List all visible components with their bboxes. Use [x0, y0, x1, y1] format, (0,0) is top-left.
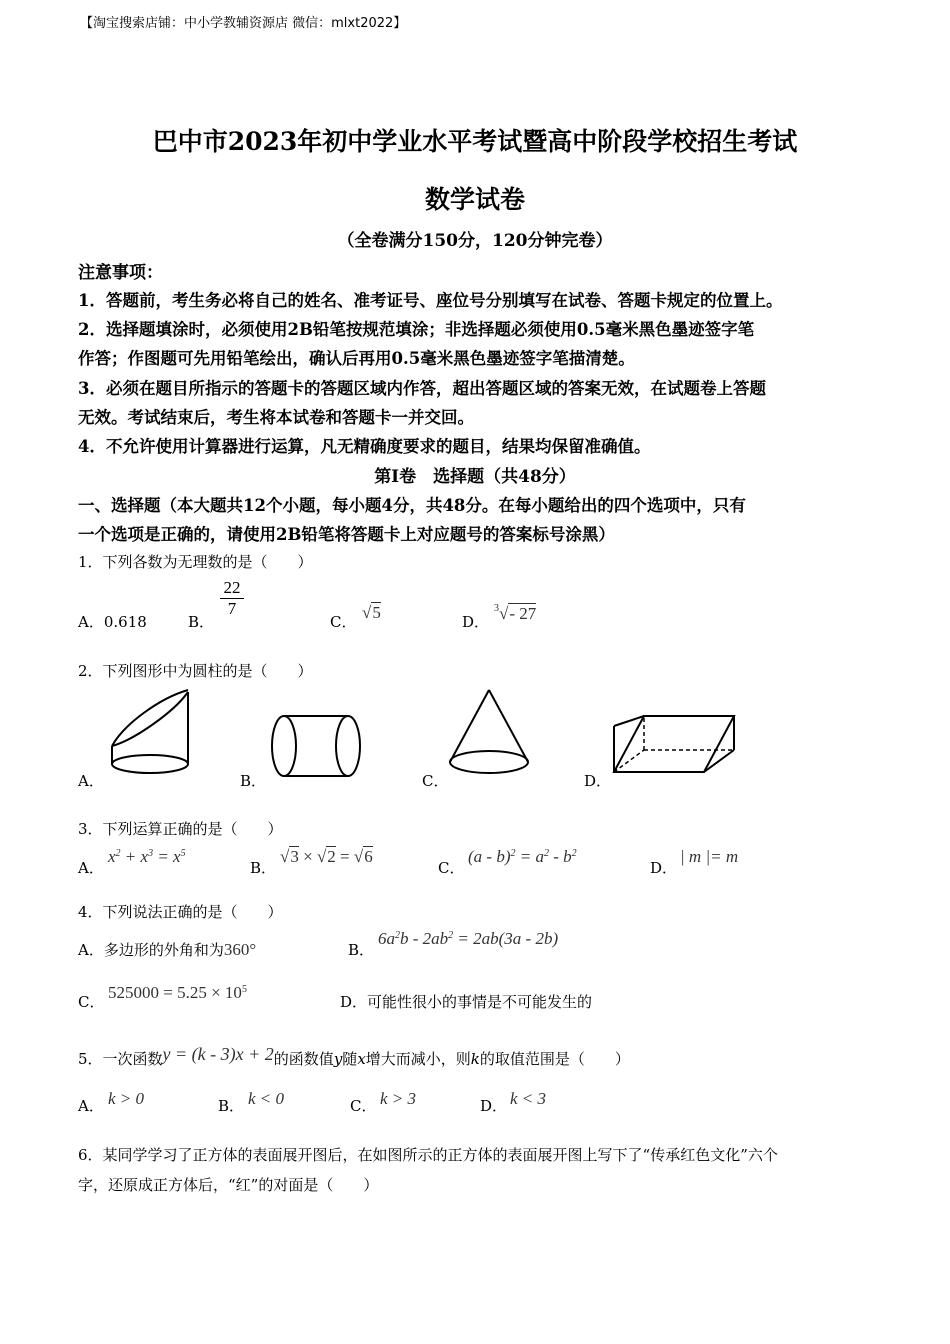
notice-line-2: 2．选择题填涂时，必须使用2B铅笔按规范填涂；非选择题必须使用0.5毫米黑色墨迹签字笔 — [78, 320, 755, 339]
q3-b-rad1: 3 — [290, 847, 299, 866]
q5-c-math: k > 3 — [380, 1089, 417, 1108]
q1-stem: 1．下列各数为无理数的是（ ） — [78, 553, 313, 571]
notice-heading: 注意事项： — [78, 263, 163, 283]
section1-line-2: 一个选项是正确的，请使用2B铅笔将答题卡上对应题号的答案标号涂黑） — [78, 525, 615, 544]
q3-stem: 3．下列运算正确的是（ ） — [78, 820, 283, 838]
q1-a-text: 0.618 — [103, 613, 147, 631]
q4-c-exp1: 5 — [241, 984, 247, 995]
q4-b-p3: = 2ab(3a - 2b) — [453, 929, 559, 948]
q3-b-times: × — [298, 847, 317, 866]
q3-b-rad3: 6 — [364, 847, 373, 866]
exam-subtitle: 数学试卷 — [424, 185, 525, 214]
q2-option-c-label[interactable]: C． — [422, 772, 449, 790]
q6-line-2: 字，还原成正方体后，“红”的对面是（ ） — [78, 1176, 379, 1194]
notice-line-3: 作答；作图题可先用铅笔绘出，确认后再用0.5毫米黑色墨迹签字笔描清楚。 — [78, 349, 635, 368]
q5-post-b: 随 — [342, 1050, 358, 1068]
q3-option-a-label[interactable]: A． — [78, 859, 104, 877]
q4-d-text: 可能性很小的事情是不可能发生的 — [367, 993, 593, 1011]
exam-title: 巴中市2023年初中学业水平考试暨高中阶段学校招生考试 — [152, 127, 798, 156]
q1-b-numerator: 22 — [223, 578, 241, 597]
q1-option-b-label[interactable]: B． — [188, 613, 215, 631]
q4-b-p1: 6a — [378, 929, 395, 948]
sqrt-icon: √ — [316, 847, 327, 866]
q3-c-mid: = a — [515, 847, 544, 866]
q4-stem: 4．下列说法正确的是（ ） — [78, 903, 283, 921]
q2-figure-c-cone-icon — [444, 686, 534, 782]
q2-figure-d-prism-icon — [608, 710, 740, 778]
q3-a-math — [108, 847, 186, 867]
q5-option-d-label[interactable]: D． — [480, 1097, 508, 1115]
q5-post-a: 的函数值 — [273, 1050, 334, 1068]
cube-root-icon: √ — [499, 604, 509, 623]
q1-option-d-label[interactable]: D． — [462, 613, 490, 631]
q4-a-math: 360° — [223, 940, 257, 959]
q3-c-exp3: 2 — [571, 848, 577, 859]
q4-c-math — [108, 983, 247, 1003]
q5-option-a-label[interactable]: A． — [78, 1097, 104, 1115]
q4-option-d[interactable] — [340, 991, 592, 1012]
q3-option-b-label[interactable]: B． — [250, 859, 277, 877]
q5-function: y = (k - 3)x + 2 — [162, 1044, 274, 1064]
score-note: （全卷满分150分，120分钟完卷） — [337, 231, 613, 251]
notice-line-1: 1．答题前，考生务必将自己的姓名、准考证号、座位号分别填写在试卷、答题卡规定的位置上。 — [78, 291, 783, 310]
q2-figure-a-oblique-cylinder-icon — [104, 684, 200, 780]
q3-a-exp1: 2 — [115, 848, 121, 859]
q2-option-a-label[interactable]: A． — [78, 772, 104, 790]
q5-option-c-label[interactable]: C． — [350, 1097, 377, 1115]
q4-b-exp1: 2 — [395, 930, 400, 941]
q1-d-index: 3 — [494, 603, 499, 614]
sqrt-icon: √ — [362, 603, 372, 622]
sqrt-icon: √ — [353, 847, 364, 866]
q3-d-math: | m |= m — [680, 847, 739, 866]
notice-line-4: 3．必须在题目所指示的答题卡的答题区域内作答，超出答题区域的答案无效，在试题卷上答题 — [78, 379, 766, 398]
q4-b-math — [378, 929, 558, 949]
q5-var-k: k — [470, 1050, 480, 1068]
q5-option-b-label[interactable]: B． — [218, 1097, 245, 1115]
q1-option-c-label[interactable]: C． — [330, 613, 357, 631]
page-header: 【淘宝搜索店铺：中小学教辅资源店 微信：mlxt2022】 — [80, 16, 407, 31]
sqrt-icon: √ — [280, 847, 290, 866]
q3-b-rad2: 2 — [327, 847, 336, 866]
q1-d-radicand: - 27 — [509, 604, 537, 623]
notice-line-5: 无效。考试结束后，考生将本试卷和答题卡一并交回。 — [78, 408, 474, 427]
q3-c-left: (a - b) — [468, 847, 511, 866]
q2-stem: 2．下列图形中为圆柱的是（ ） — [78, 662, 313, 680]
q3-a-exp3: 5 — [180, 848, 186, 859]
q5-d-math: k < 3 — [510, 1089, 547, 1108]
q5-b-math: k < 0 — [248, 1089, 285, 1108]
q1-c-math — [362, 603, 381, 623]
section1-line-1: 一、选择题（本大题共12个小题，每小题4分，共48分。在每小题给出的四个选项中，只有 — [78, 496, 746, 515]
q4-option-c-label[interactable]: C． — [78, 993, 105, 1011]
q6-line-1: 6．某同学学习了正方体的表面展开图后，在如图所示的正方体的表面展开图上写下了“传承红色文化”六个 — [78, 1146, 778, 1164]
q5-stem — [78, 1044, 630, 1069]
q3-c-minus: - b — [548, 847, 572, 866]
q2-option-b-label[interactable]: B． — [240, 772, 267, 790]
q3-c-exp1: 2 — [510, 848, 516, 859]
q4-b-exp2: 2 — [448, 930, 454, 941]
q4-option-b-label[interactable]: B． — [348, 941, 375, 959]
q4-a-text: 多边形的外角和为 — [103, 941, 224, 959]
q1-option-a[interactable] — [78, 611, 147, 632]
q4-d-label: D． — [340, 993, 368, 1011]
q1-b-denominator: 7 — [227, 599, 237, 618]
q1-d-math — [494, 603, 536, 624]
q3-option-c-label[interactable]: C． — [438, 859, 465, 877]
q3-a-eq: = x — [153, 847, 181, 866]
q3-option-d-label[interactable]: D． — [650, 859, 678, 877]
q2-option-d-label[interactable]: D． — [584, 772, 612, 790]
q4-b-p2: b - 2ab — [400, 929, 449, 948]
q3-b-eq: = — [335, 847, 354, 866]
q5-post-d: 的取值范围是（ ） — [479, 1050, 630, 1068]
q5-pre: 5．一次函数 — [78, 1050, 163, 1068]
q4-option-a[interactable] — [78, 939, 256, 960]
q1-b-fraction — [220, 578, 244, 619]
q5-a-math: k > 0 — [108, 1089, 145, 1108]
q1-a-label: A． — [78, 613, 104, 631]
q3-c-exp2: 2 — [543, 848, 549, 859]
q5-var-y: y — [333, 1050, 343, 1068]
q4-c-p1: 525000 = 5.25 × 10 — [108, 983, 242, 1002]
part1-title: 第Ⅰ卷 选择题（共48分） — [374, 467, 576, 487]
q3-a-x: x — [108, 847, 116, 866]
q3-a-plus: + x — [120, 847, 149, 866]
q5-post-c: 增大而减小，则 — [365, 1050, 471, 1068]
q5-var-x: x — [357, 1050, 366, 1068]
q4-a-label: A． — [78, 941, 104, 959]
q2-figure-b-cylinder-icon — [268, 708, 368, 784]
q1-c-radicand: 5 — [372, 603, 381, 622]
q3-c-math — [468, 847, 577, 867]
q3-b-math — [280, 847, 373, 867]
q3-a-exp2: 3 — [148, 848, 154, 859]
notice-line-6: 4．不允许使用计算器进行运算，凡无精确度要求的题目，结果均保留准确值。 — [78, 437, 651, 456]
